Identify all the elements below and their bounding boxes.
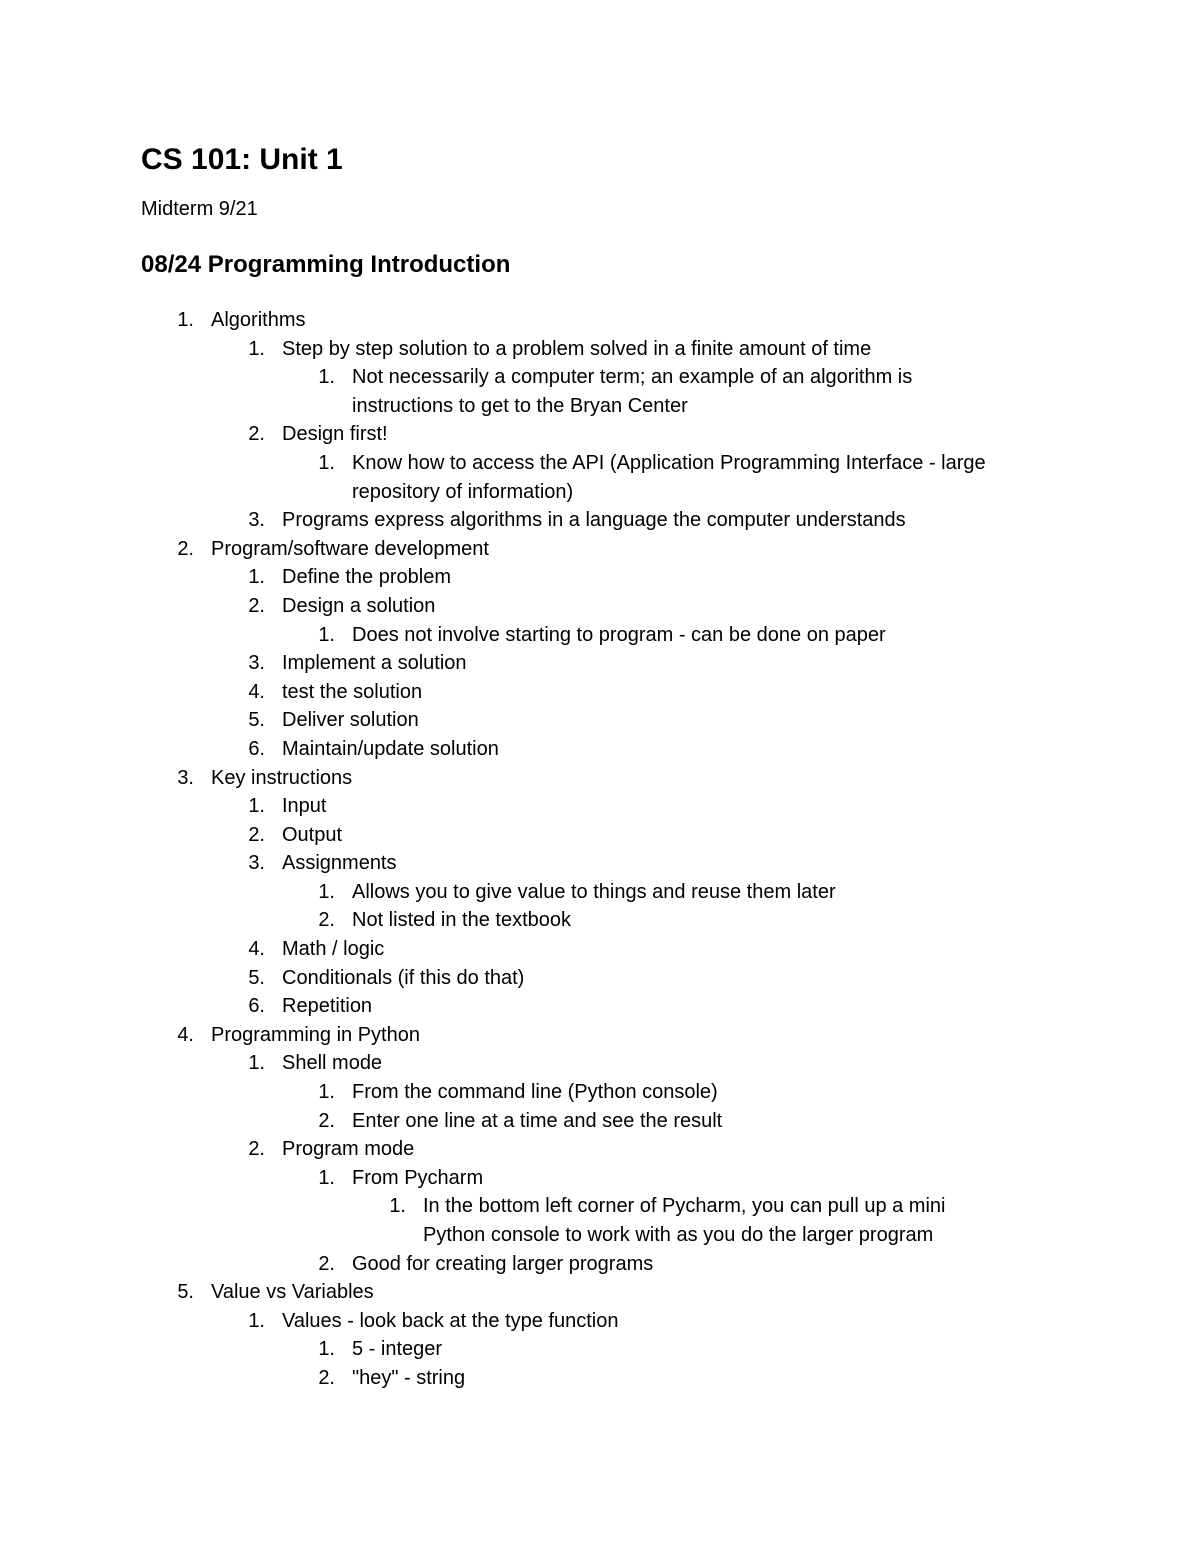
list-item-text: Programming in Python: [211, 1023, 420, 1046]
list-item-number: 5.: [248, 709, 265, 732]
list-item-text: Key instructions: [211, 766, 353, 789]
list-item: [0, 706, 1200, 735]
list-item: [0, 420, 1200, 449]
list-item: [0, 992, 1200, 1021]
list-item-number: 5.: [177, 1281, 194, 1304]
list-item-number: 1.: [248, 795, 265, 818]
list-item-number: 6.: [248, 995, 265, 1018]
list-item-text: Design first!: [282, 423, 388, 446]
list-item-text: Deliver solution: [282, 709, 419, 732]
list-item-number: 2.: [248, 1138, 265, 1161]
list-item-number: 4.: [177, 1023, 194, 1046]
list-item-text: Math / logic: [282, 938, 385, 961]
list-item-text: Maintain/update solution: [282, 737, 499, 760]
list-item: [0, 1364, 1200, 1393]
list-item-number: 2.: [248, 594, 265, 617]
list-item-number: 1.: [389, 1195, 406, 1218]
list-item-text: Output: [282, 823, 343, 846]
list-item-text: Program/software development: [211, 537, 489, 560]
list-item-number: 2.: [318, 1366, 335, 1389]
list-item-number: 2.: [248, 823, 265, 846]
list-item-number: 1.: [248, 1052, 265, 1075]
list-item-number: 1.: [318, 1166, 335, 1189]
list-item: [0, 821, 1200, 850]
list-item-number: 1.: [318, 1081, 335, 1104]
list-item-number: 1.: [248, 1309, 265, 1332]
list-item-text: Define the problem: [282, 566, 451, 589]
list-item-text: From Pycharm: [352, 1166, 484, 1189]
list-item: [0, 1335, 1200, 1364]
list-item-text: repository of information): [352, 480, 574, 503]
list-item: [0, 678, 1200, 707]
list-item: [0, 1250, 1200, 1279]
list-item: [0, 935, 1200, 964]
list-item-number: 4.: [248, 680, 265, 703]
section-heading: 08/24 Programming Introduction: [141, 251, 511, 278]
document-subtitle: Midterm 9/21: [141, 198, 258, 220]
list-item-number: 2.: [177, 537, 194, 560]
list-item: [0, 363, 1200, 392]
list-item-text: Know how to access the API (Application Programming Interface - large: [352, 451, 986, 474]
list-item-continuation: [0, 1221, 1200, 1250]
list-item: [0, 449, 1200, 478]
list-item-text: From the command line (Python console): [352, 1081, 718, 1104]
list-item-text: Program mode: [282, 1138, 415, 1161]
list-item-text: "hey" - string: [352, 1366, 466, 1389]
list-item-number: 1.: [318, 1338, 335, 1361]
list-item-number: 3.: [248, 652, 265, 675]
list-item-number: 2.: [318, 1109, 335, 1132]
list-item: [0, 335, 1200, 364]
list-item-text: Values - look back at the type function: [282, 1309, 619, 1332]
list-item-number: 1.: [318, 880, 335, 903]
list-item-number: 2.: [248, 423, 265, 446]
list-item-text: Programs express algorithms in a language the computer understands: [282, 509, 906, 532]
list-item-text: In the bottom left corner of Pycharm, you can pull up a mini: [423, 1195, 946, 1218]
list-item: [0, 649, 1200, 678]
list-item: [0, 306, 1200, 335]
list-item-text: Value vs Variables: [211, 1281, 374, 1304]
list-item-number: 3.: [248, 509, 265, 532]
list-item: [0, 849, 1200, 878]
list-item-number: 1.: [318, 623, 335, 646]
list-item-text: Allows you to give value to things and reuse them later: [352, 880, 836, 903]
list-item-text: test the solution: [282, 680, 423, 703]
list-item: [0, 878, 1200, 907]
list-item: [0, 506, 1200, 535]
list-item: [0, 621, 1200, 650]
list-item-continuation: [0, 392, 1200, 421]
list-item: [0, 1278, 1200, 1307]
list-item-text: Good for creating larger programs: [352, 1252, 654, 1275]
list-item-number: 5.: [248, 966, 265, 989]
list-item: [0, 1307, 1200, 1336]
list-item-text: Does not involve starting to program - can be done on paper: [352, 623, 886, 646]
list-item: [0, 1049, 1200, 1078]
list-item-number: 6.: [248, 737, 265, 760]
list-item-number: 1.: [318, 366, 335, 389]
list-item-text: Python console to work with as you do the larger program: [423, 1224, 934, 1246]
list-item-number: 1.: [248, 566, 265, 589]
list-item: [0, 1078, 1200, 1107]
list-item-text: 5 - integer: [352, 1338, 443, 1361]
list-item-text: Conditionals (if this do that): [282, 966, 525, 989]
list-item-text: Not necessarily a computer term; an example of an algorithm is: [352, 366, 913, 389]
list-item: [0, 906, 1200, 935]
list-item: [0, 1192, 1200, 1221]
list-item-text: Input: [282, 795, 327, 818]
list-item-text: Implement a solution: [282, 652, 467, 675]
document-title: CS 101: Unit 1: [141, 143, 343, 176]
list-item-text: instructions to get to the Bryan Center: [352, 394, 688, 417]
list-item: [0, 792, 1200, 821]
list-item-text: Assignments: [282, 852, 397, 875]
numbered-outline: [0, 306, 1200, 1393]
list-item: [0, 764, 1200, 793]
list-item: [0, 964, 1200, 993]
list-item-number: 1.: [318, 451, 335, 474]
list-item-number: 2.: [318, 909, 335, 932]
list-item-number: 1.: [248, 337, 265, 360]
list-item-text: Algorithms: [211, 309, 306, 331]
list-item-number: 3.: [248, 852, 265, 875]
list-item: [0, 1135, 1200, 1164]
list-item-number: 2.: [318, 1252, 335, 1275]
list-item-text: Shell mode: [282, 1052, 383, 1075]
list-item: [0, 1021, 1200, 1050]
list-item: [0, 1164, 1200, 1193]
list-item-text: Enter one line at a time and see the result: [352, 1109, 723, 1132]
list-item-number: 3.: [177, 766, 194, 789]
list-item: [0, 563, 1200, 592]
list-item-text: Step by step solution to a problem solved in a finite amount of time: [282, 337, 872, 360]
list-item: [0, 592, 1200, 621]
list-item-text: Design a solution: [282, 594, 436, 617]
list-item: [0, 535, 1200, 564]
list-item-number: 4.: [248, 938, 265, 961]
list-item-text: Repetition: [282, 995, 373, 1018]
list-item-continuation: [0, 478, 1200, 507]
list-item-number: 1.: [177, 309, 194, 331]
list-item-text: Not listed in the textbook: [352, 909, 572, 932]
list-item: [0, 735, 1200, 764]
list-item: [0, 1107, 1200, 1136]
